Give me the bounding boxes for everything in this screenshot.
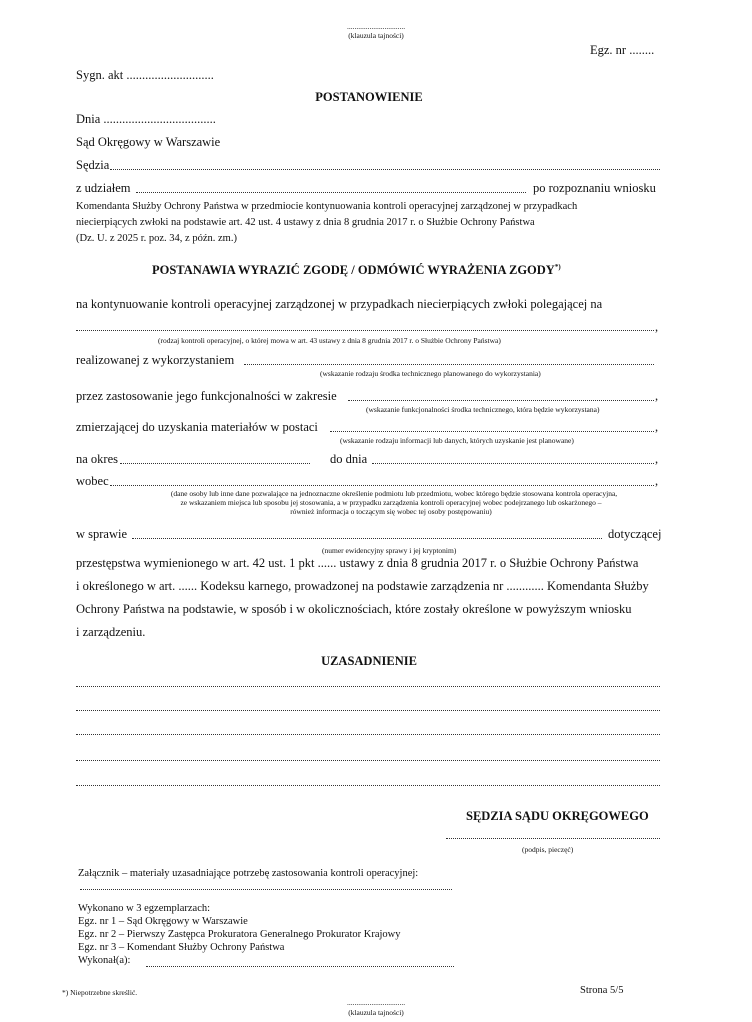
executed-by-dotted-line <box>146 966 454 967</box>
comma: , <box>655 389 659 403</box>
justification-line <box>76 785 660 786</box>
intro-line-3: (Dz. U. z 2025 r. poz. 34, z późn. zm.) <box>76 233 237 244</box>
justification-line <box>76 734 660 735</box>
materials-dotted-line <box>330 431 654 432</box>
hint-function: (wskazanie funkcjonalności środka technicznego, która będzie wykorzystana) <box>366 405 600 414</box>
case-label: w sprawie <box>76 527 128 541</box>
justification-line <box>76 686 660 687</box>
copies-line-3: Egz. nr 2 – Pierwszy Zastępca Prokuratora Generalnego Prokurator Krajowy <box>78 929 401 940</box>
hint-kind: (rodzaj kontroli operacyjnej, o której mowa w art. 43 ustawy z dnia 8 grudnia 2017 r. o Służbie Ochrony Państwa) <box>158 336 501 345</box>
intro-line-1: Komendanta Służby Ochrony Państwa w przedmiocie kontynuowania kontroli operacyjnej zarządzonej w przypadkach <box>76 201 578 212</box>
case-after: dotyczącej <box>608 527 662 541</box>
materials-label: zmierzającej do uzyskania materiałów w postaci <box>76 420 318 434</box>
judge-title: SĘDZIA SĄDU OKRĘGOWEGO <box>466 809 649 823</box>
intro-line-2: niecierpiących zwłoki na podstawie art. 42 ust. 4 ustawy z dnia 8 grudnia 2017 r. o Służbie Ochrony Państwa <box>76 217 535 228</box>
hint-person-2: ze wskazaniem miejsca lub sposobu jej stosowania, a w przypadku zarządzenia kontroli operacyjnej wobec podejrzanego lub oskarżonego – <box>180 498 602 507</box>
date-line: Dnia .................................... <box>76 112 216 126</box>
court-name: Sąd Okręgowy w Warszawie <box>76 135 221 149</box>
page-number: Strona 5/5 <box>580 985 624 996</box>
participation-dotted-line <box>136 192 526 193</box>
executed-by-label: Wykonał(a): <box>78 955 131 966</box>
comma: , <box>655 420 659 434</box>
until-dotted-line <box>372 463 654 464</box>
function-label: przez zastosowanie jego funkcjonalności w zakresie <box>76 389 337 403</box>
judge-label: Sędzia <box>76 158 110 172</box>
footer-clause-dots: ............................... <box>346 998 406 1007</box>
footer-clause-label: (klauzula tajności) <box>348 1008 404 1017</box>
hint-case: (numer ewidencyjny sprawy i jej kryptonim) <box>322 546 457 555</box>
document-title: POSTANOWIENIE <box>315 90 423 104</box>
justification-line <box>76 760 660 761</box>
sign-hint: (podpis, pieczęć) <box>522 845 574 854</box>
copies-line-1: Wykonano w 3 egzemplarzach: <box>78 903 211 914</box>
case-dotted-line <box>132 538 602 539</box>
header-clause-label: (klauzula tajności) <box>348 31 404 40</box>
signature-dotted-line <box>446 838 660 839</box>
body-line-2: i określonego w art. ...... Kodeksu karnego, prowadzonej na podstawie zarządzenia nr ............ Komendanta Służby <box>76 579 649 593</box>
participation-label: z udziałem <box>76 181 131 195</box>
body-line-4: i zarządzeniu. <box>76 625 146 639</box>
hint-person-3: również informacja o toczącym się wobec tej osoby postępowaniu) <box>290 507 492 516</box>
header-clause-dots: ............................... <box>346 22 406 31</box>
case-signature: Sygn. akt ............................ <box>76 68 214 82</box>
against-dotted-line <box>110 485 654 486</box>
period-label: na okres <box>76 452 118 466</box>
hint-materials: (wskazanie rodzaju informacji lub danych, których uzyskanie jest planowane) <box>340 436 574 445</box>
hint-device: (wskazanie rodzaju środka technicznego planowanego do wykorzystania) <box>320 369 541 378</box>
against-label: wobec <box>76 474 109 488</box>
decision-heading: POSTANAWIA WYRAZIĆ ZGODĘ / ODMÓWIĆ WYRAŻENIA ZGODY*) <box>152 263 561 278</box>
judge-dotted-line <box>110 169 660 170</box>
body-line-1: przestępstwa wymienionego w art. 42 ust. 1 pkt ...... ustawy z dnia 8 grudnia 2017 r. o Służbie Ochrony Państwa <box>76 556 639 570</box>
device-dotted-line <box>244 364 654 365</box>
justification-line <box>76 710 660 711</box>
participation-after: po rozpoznaniu wniosku <box>533 181 656 195</box>
justification-heading: UZASADNIENIE <box>321 654 417 668</box>
realized-label: realizowanej z wykorzystaniem <box>76 353 235 367</box>
footnote: *) Niepotrzebne skreślić. <box>62 988 138 997</box>
comma: , <box>655 320 659 334</box>
kind-dotted-line <box>76 330 654 331</box>
period-dotted-line <box>120 463 310 464</box>
body-line-3: Ochrony Państwa na podstawie, w sposób i w okolicznościach, które zostały określone w powyższym wniosku <box>76 602 632 616</box>
attachment-label: Załącznik – materiały uzasadniające potrzebę zastosowania kontroli operacyjnej: <box>78 868 419 879</box>
function-dotted-line <box>348 400 654 401</box>
copies-line-4: Egz. nr 3 – Komendant Służby Ochrony Państwa <box>78 942 285 953</box>
copy-number: Egz. nr ........ <box>590 43 655 57</box>
copies-line-2: Egz. nr 1 – Sąd Okręgowy w Warszawie <box>78 916 248 927</box>
hint-person-1: (dane osoby lub inne dane pozwalające na jednoznaczne określenie podmiotu lub przedmiotu, wobec którego będzie stosowana kontrola operacyjna, <box>170 489 618 498</box>
comma: , <box>655 452 659 466</box>
comma: , <box>655 474 659 488</box>
until-label: do dnia <box>330 452 368 466</box>
attachment-dotted-line <box>80 889 452 890</box>
paragraph-intro: na kontynuowanie kontroli operacyjnej zarządzonej w przypadkach niecierpiących zwłoki polegającej na <box>76 297 603 311</box>
